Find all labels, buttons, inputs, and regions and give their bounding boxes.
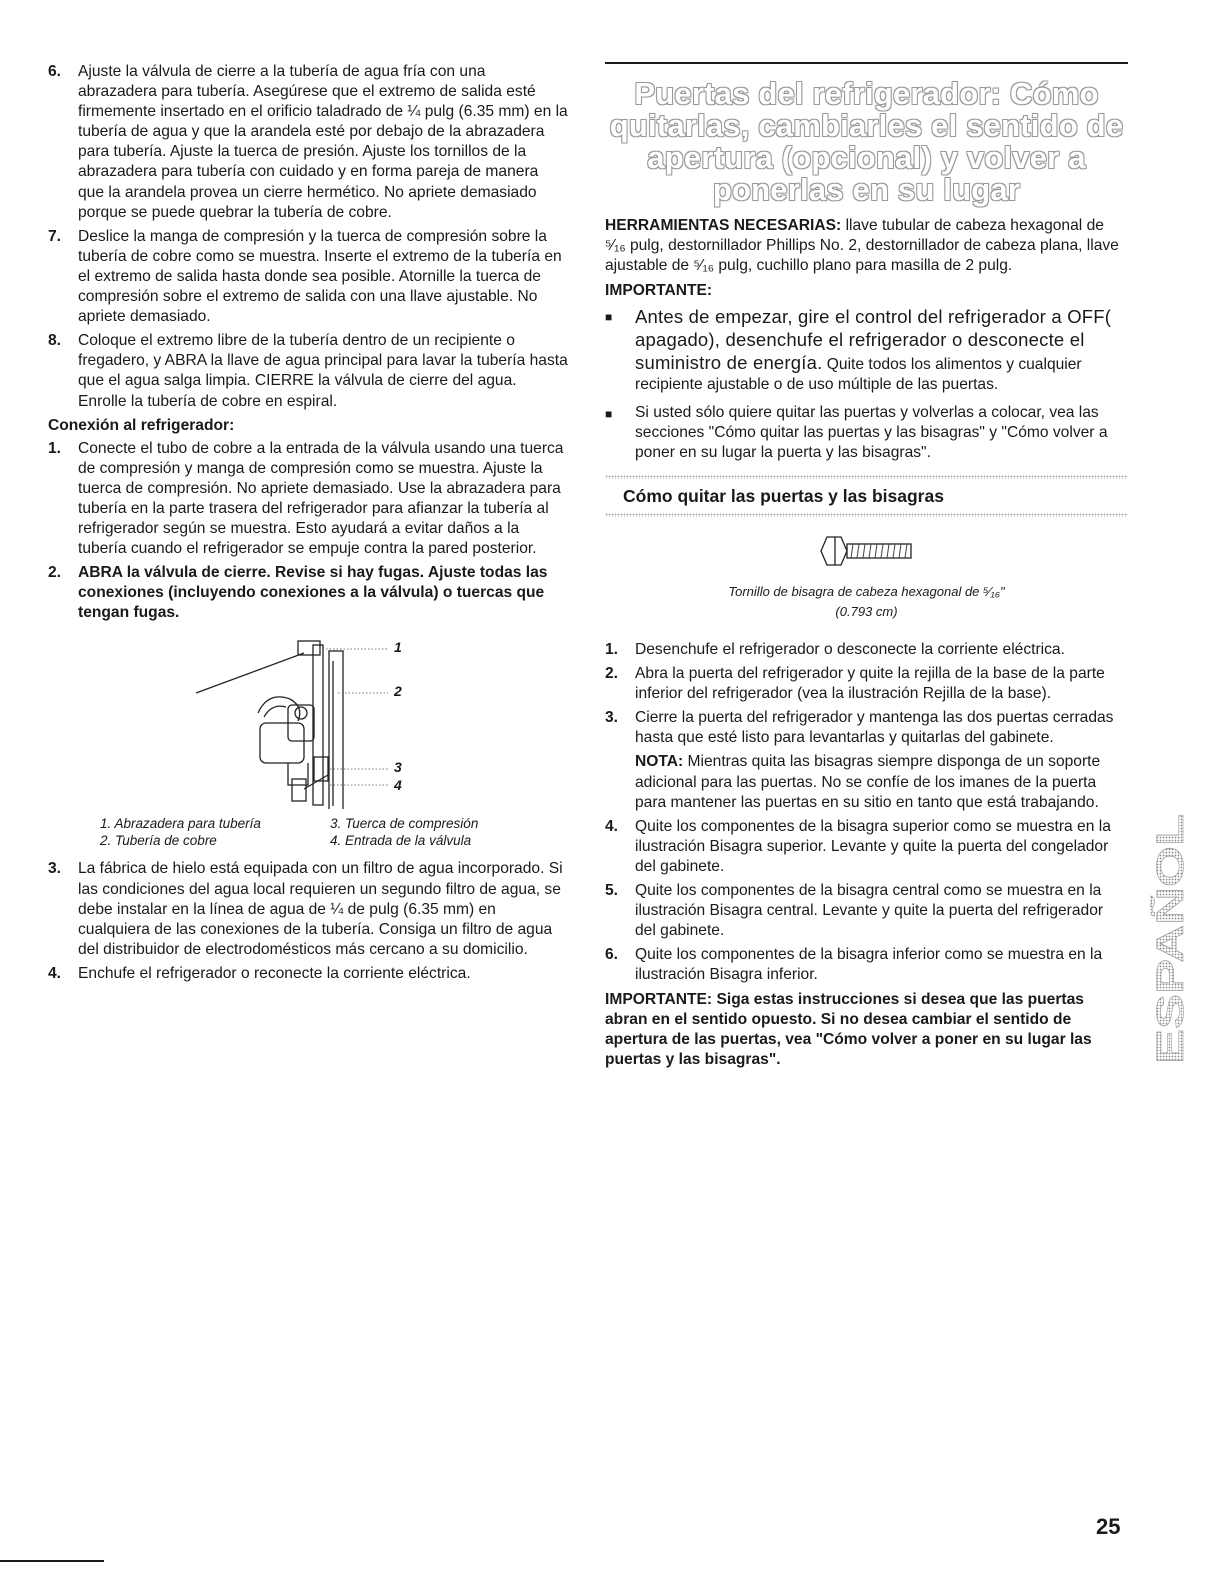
step-7 — [48, 227, 568, 327]
language-tab-graphic — [1150, 812, 1194, 1064]
removal-step-6 — [605, 945, 1128, 985]
step-number: 1. — [48, 439, 62, 457]
bullet-square-icon: ■ — [605, 407, 613, 421]
valve-captions — [100, 815, 568, 849]
callout-1: 1 — [394, 639, 402, 656]
caption-2: 2. Tubería de cobre — [100, 833, 217, 849]
step-text: Enchufe el refrigerador o reconecte la corriente eléctrica. — [78, 964, 471, 982]
step-text: Conecte el tubo de cobre a la entrada de la válvula usando una tuerca de compresión y manga de compresión como se muestra. Ajuste la tuerca de compresión. No apriete demasiado. Use la abrazadera para tubería en la parte trasera del refrigerador para afianzar la tubería al refrigerador según se muestra. Esto ayudará a evitar daños a la tubería cuando el refrigerador se empuje contra la pared posterior. — [78, 439, 564, 558]
nota-note — [605, 752, 1128, 812]
step-number: 1. — [605, 641, 619, 658]
connection-step-3 — [48, 859, 568, 959]
valve-drawing — [48, 631, 568, 809]
tools-paragraph — [605, 216, 1128, 276]
bullet-text: Si usted sólo quiere quitar las puertas y volverlas a colocar, vea las secciones "Cómo quitar las puertas y las bisagras" y "Cómo volver a poner en su lugar la puerta y las bisagras". — [635, 404, 1108, 461]
step-number: 7. — [48, 227, 62, 245]
section-title: Cómo quitar las puertas y las bisagras — [623, 486, 944, 506]
step-text: ABRA la válvula de cierre. Revise si hay fugas. Ajuste todas las conexiones (incluyendo conexiones a la válvula) o tuercas que tengan fugas. — [78, 564, 548, 622]
top-rule — [605, 62, 1128, 64]
removal-step-1 — [605, 640, 1128, 660]
step-text: Ajuste la válvula de cierre a la tubería de agua fría con una abrazadera para tubería. Asegúrese que el extremo de salida esté firmemente insertado en el orificio taladrado de ¼ pulg (6.35 mm) en la tubería de agua y que la arandela esté por debajo de la abrazadera para tubería. Ajuste la tuerca de presión. Ajuste los tornillos de la abrazadera para tubería con cuidado y en forma pareja de manera que la arandela provea un cierre hermético. No apriete demasiado porque se puede quebrar la tubería de cobre. — [78, 63, 568, 221]
caption-1: 1. Abrazadera para tubería — [100, 816, 261, 832]
step-text: La fábrica de hielo está equipada con un filtro de agua incorporado. Si las condiciones del agua local requieren un segundo filtro de agua, se debe instalar en la línea de agua de ¼ de pulg (6.35 mm) en cualquiera de las conexiones de la tubería. Consiga un filtro de agua del distribuidor de electrodomésticos más cercano a su domicilio. — [78, 860, 563, 958]
section-main-title: Puertas del refrigerador: Cómo quitarlas, cambiarles el sentido de apertura (opcional) y volver a ponerlas en su lugar — [609, 76, 1124, 207]
final-important-paragraph: IMPORTANTE: Siga estas instrucciones si desea que las puertas abran en el sentido opuesto. Si no desea cambiar el sentido de apertura de las puertas, vea "Cómo volver a poner en su lugar las puertas y las bisagras". — [605, 990, 1092, 1068]
step-number: 3. — [605, 709, 619, 727]
tools-label: HERRAMIENTAS NECESARIAS: — [605, 217, 842, 234]
screw-caption — [605, 582, 1128, 622]
bullet-text: Quite todos los alimentos y cualquier recipiente ajustable o de uso múltiple de las puertas. — [635, 356, 1082, 393]
step-number: 2. — [48, 564, 62, 582]
page-number: 25 — [1096, 1514, 1121, 1539]
step-number: 5. — [605, 882, 619, 900]
tools-text: llave tubular de cabeza hexagonal de ⁵⁄₁₆ pulg, destornillador Phillips No. 2, destornillador de cabeza plana, llave ajustable de ⁵⁄₁₆ pulg, cuchillo plano para masilla de 2 pulg. — [605, 217, 1119, 274]
removal-step-3 — [605, 708, 1128, 748]
footer-rule — [0, 1560, 104, 1562]
step-number: 6. — [605, 946, 619, 964]
removal-step-5 — [605, 881, 1128, 941]
step-text: Desenchufe el refrigerador o desconecte la corriente eléctrica. — [635, 641, 1065, 658]
callout-2: 2 — [394, 683, 402, 700]
step-text: Deslice la manga de compresión y la tuerca de compresión sobre la tubería de cobre como se muestra. Inserte el extremo de la tubería en el extremo de salida hasta donde sea posible. Atornille la tuerca de compresión sobre el extremo de salida con una llave ajustable. No apriete demasiado. — [78, 227, 562, 326]
language-side-tab — [1150, 812, 1194, 1064]
screw-caption-line1: Tornillo de bisagra de cabeza hexagonal de ⁵⁄₁₆" — [728, 584, 1005, 599]
caption-3: 3. Tuerca de compresión — [330, 816, 479, 832]
language-tab-label: ESPAÑOL — [1150, 883, 1192, 1064]
step-text: Quite los componentes de la bisagra central como se muestra en la ilustración Bisagra central. Levante y quite la puerta del refrigerador del gabinete. — [635, 882, 1104, 940]
removal-step-4 — [605, 817, 1128, 877]
bullet-emphasis: Antes de empezar, gire el control del refrigerador a OFF( apagado), desenchufe el refrigerador o desconecte el suministro de energía. — [635, 306, 1112, 373]
screw-caption-line2: (0.793 cm) — [835, 604, 898, 619]
hex-screw-icon — [817, 531, 917, 571]
hinge-screw-illustration — [605, 531, 1128, 576]
section-header — [605, 475, 1128, 517]
nota-label: NOTA: — [635, 753, 684, 771]
step-6 — [48, 62, 568, 223]
step-text: Coloque el extremo libre de la tubería dentro de un recipiente o fregadero, y ABRA la llave de agua principal para lavar la tubería hasta que el agua salga limpia. CIERRE la válvula de cierre del agua. Enrolle la tubería de cobre en espiral. — [78, 332, 568, 410]
removal-step-2 — [605, 664, 1128, 704]
nota-text: Mientras quita las bisagras siempre disponga de un soporte adicional para las puertas. No se confíe de los imanes de la puerta para mantener las puertas en su sitio en tanto que está trabajando. — [635, 753, 1101, 811]
step-8 — [48, 331, 568, 411]
important-label: IMPORTANTE: — [605, 282, 713, 299]
caption-4: 4. Entrada de la válvula — [330, 833, 472, 849]
step-number: 6. — [48, 63, 62, 80]
step-number: 3. — [48, 860, 62, 878]
dotted-rule — [605, 513, 1128, 517]
callout-4: 4 — [394, 777, 402, 794]
bullet-square-icon: ■ — [605, 310, 613, 324]
left-column — [48, 62, 568, 988]
step-number: 4. — [48, 964, 62, 982]
callout-3: 3 — [394, 759, 402, 776]
step-number: 8. — [48, 332, 62, 350]
bullet-item — [605, 403, 1128, 463]
valve-illustration — [48, 631, 568, 809]
step-text: Cierre la puerta del refrigerador y mantenga las dos puertas cerradas hasta que esté listo para levantarlas y quitarlas del gabinete. — [635, 709, 1114, 747]
connection-step-4 — [48, 964, 568, 984]
connection-subheading: Conexión al refrigerador: — [48, 416, 235, 434]
step-text: Quite los componentes de la bisagra inferior como se muestra en la ilustración Bisagra inferior. — [635, 946, 1103, 984]
bullet-item — [605, 306, 1128, 395]
connection-step-1 — [48, 439, 568, 560]
step-text: Abra la puerta del refrigerador y quite la rejilla de la base de la parte inferior del refrigerador (vea la ilustración Rejilla de la base). — [635, 665, 1105, 703]
connection-step-2 — [48, 563, 568, 623]
step-number: 4. — [605, 817, 619, 835]
right-column — [605, 62, 1128, 1076]
step-text: Quite los componentes de la bisagra superior como se muestra en la ilustración Bisagra superior. Levante y quite la puerta del congelador del gabinete. — [635, 817, 1111, 875]
step-number: 2. — [605, 665, 619, 683]
